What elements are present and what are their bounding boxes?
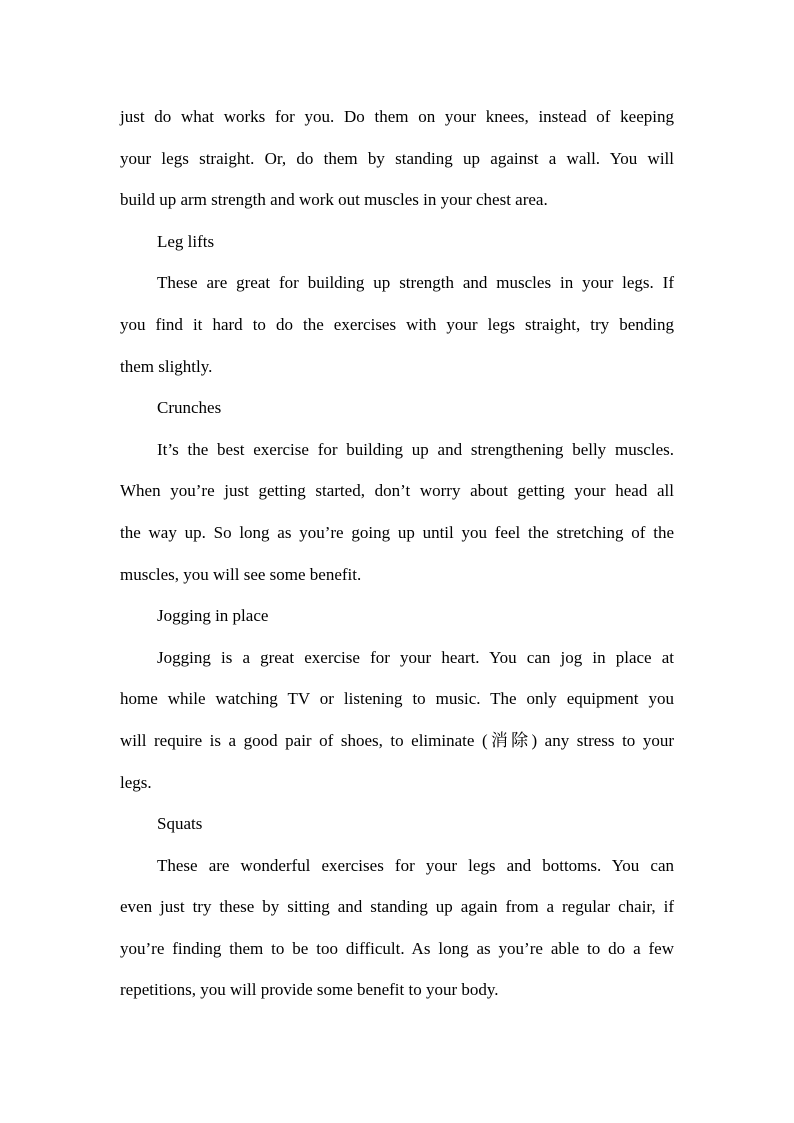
paragraph-line: them slightly. [120,356,213,376]
paragraph-line: even just try these by sitting and standing up again from a regular chair, if [120,897,674,917]
paragraph-line: you’re finding them to be too difficult. As long as you’re able to do a few [120,938,674,958]
paragraph-line: you find it hard to do the exercises with your legs straight, try bending [120,314,674,334]
paragraph-line: the way up. So long as you’re going up until you feel the stretching of the [120,522,674,542]
paragraph-line: muscles, you will see some benefit. [120,564,362,584]
paragraph-line: build up arm strength and work out muscles in your chest area. [120,190,548,210]
paragraph-line: repetitions, you will provide some benefit to your body. [120,980,499,1000]
paragraph-line: These are wonderful exercises for your legs and bottoms. You can [157,855,674,875]
paragraph-line: will require is a good pair of shoes, to eliminate (消除) any stress to your [120,730,674,750]
section-heading-jogging-in-place: Jogging in place [157,606,269,626]
paragraph-line: When you’re just getting started, don’t worry about getting your head all [120,481,674,501]
paragraph-line: It’s the best exercise for building up and strengthening belly muscles. [157,439,674,459]
paragraph-line: just do what works for you. Do them on your knees, instead of keeping [120,107,674,126]
section-heading-leg-lifts: Leg lifts [157,231,215,251]
paragraph-line: legs. [120,772,152,792]
paragraph-line: These are great for building up strength and muscles in your legs. If [157,273,674,293]
paragraph-line: your legs straight. Or, do them by standing up against a wall. You will [120,148,674,168]
document-body [120,96,674,1011]
section-heading-squats: Squats [157,814,203,834]
paragraph-line: Jogging is a great exercise for your heart. You can jog in place at [157,647,674,667]
paragraph-line: home while watching TV or listening to music. The only equipment you [120,689,674,709]
section-heading-crunches: Crunches [157,398,222,418]
